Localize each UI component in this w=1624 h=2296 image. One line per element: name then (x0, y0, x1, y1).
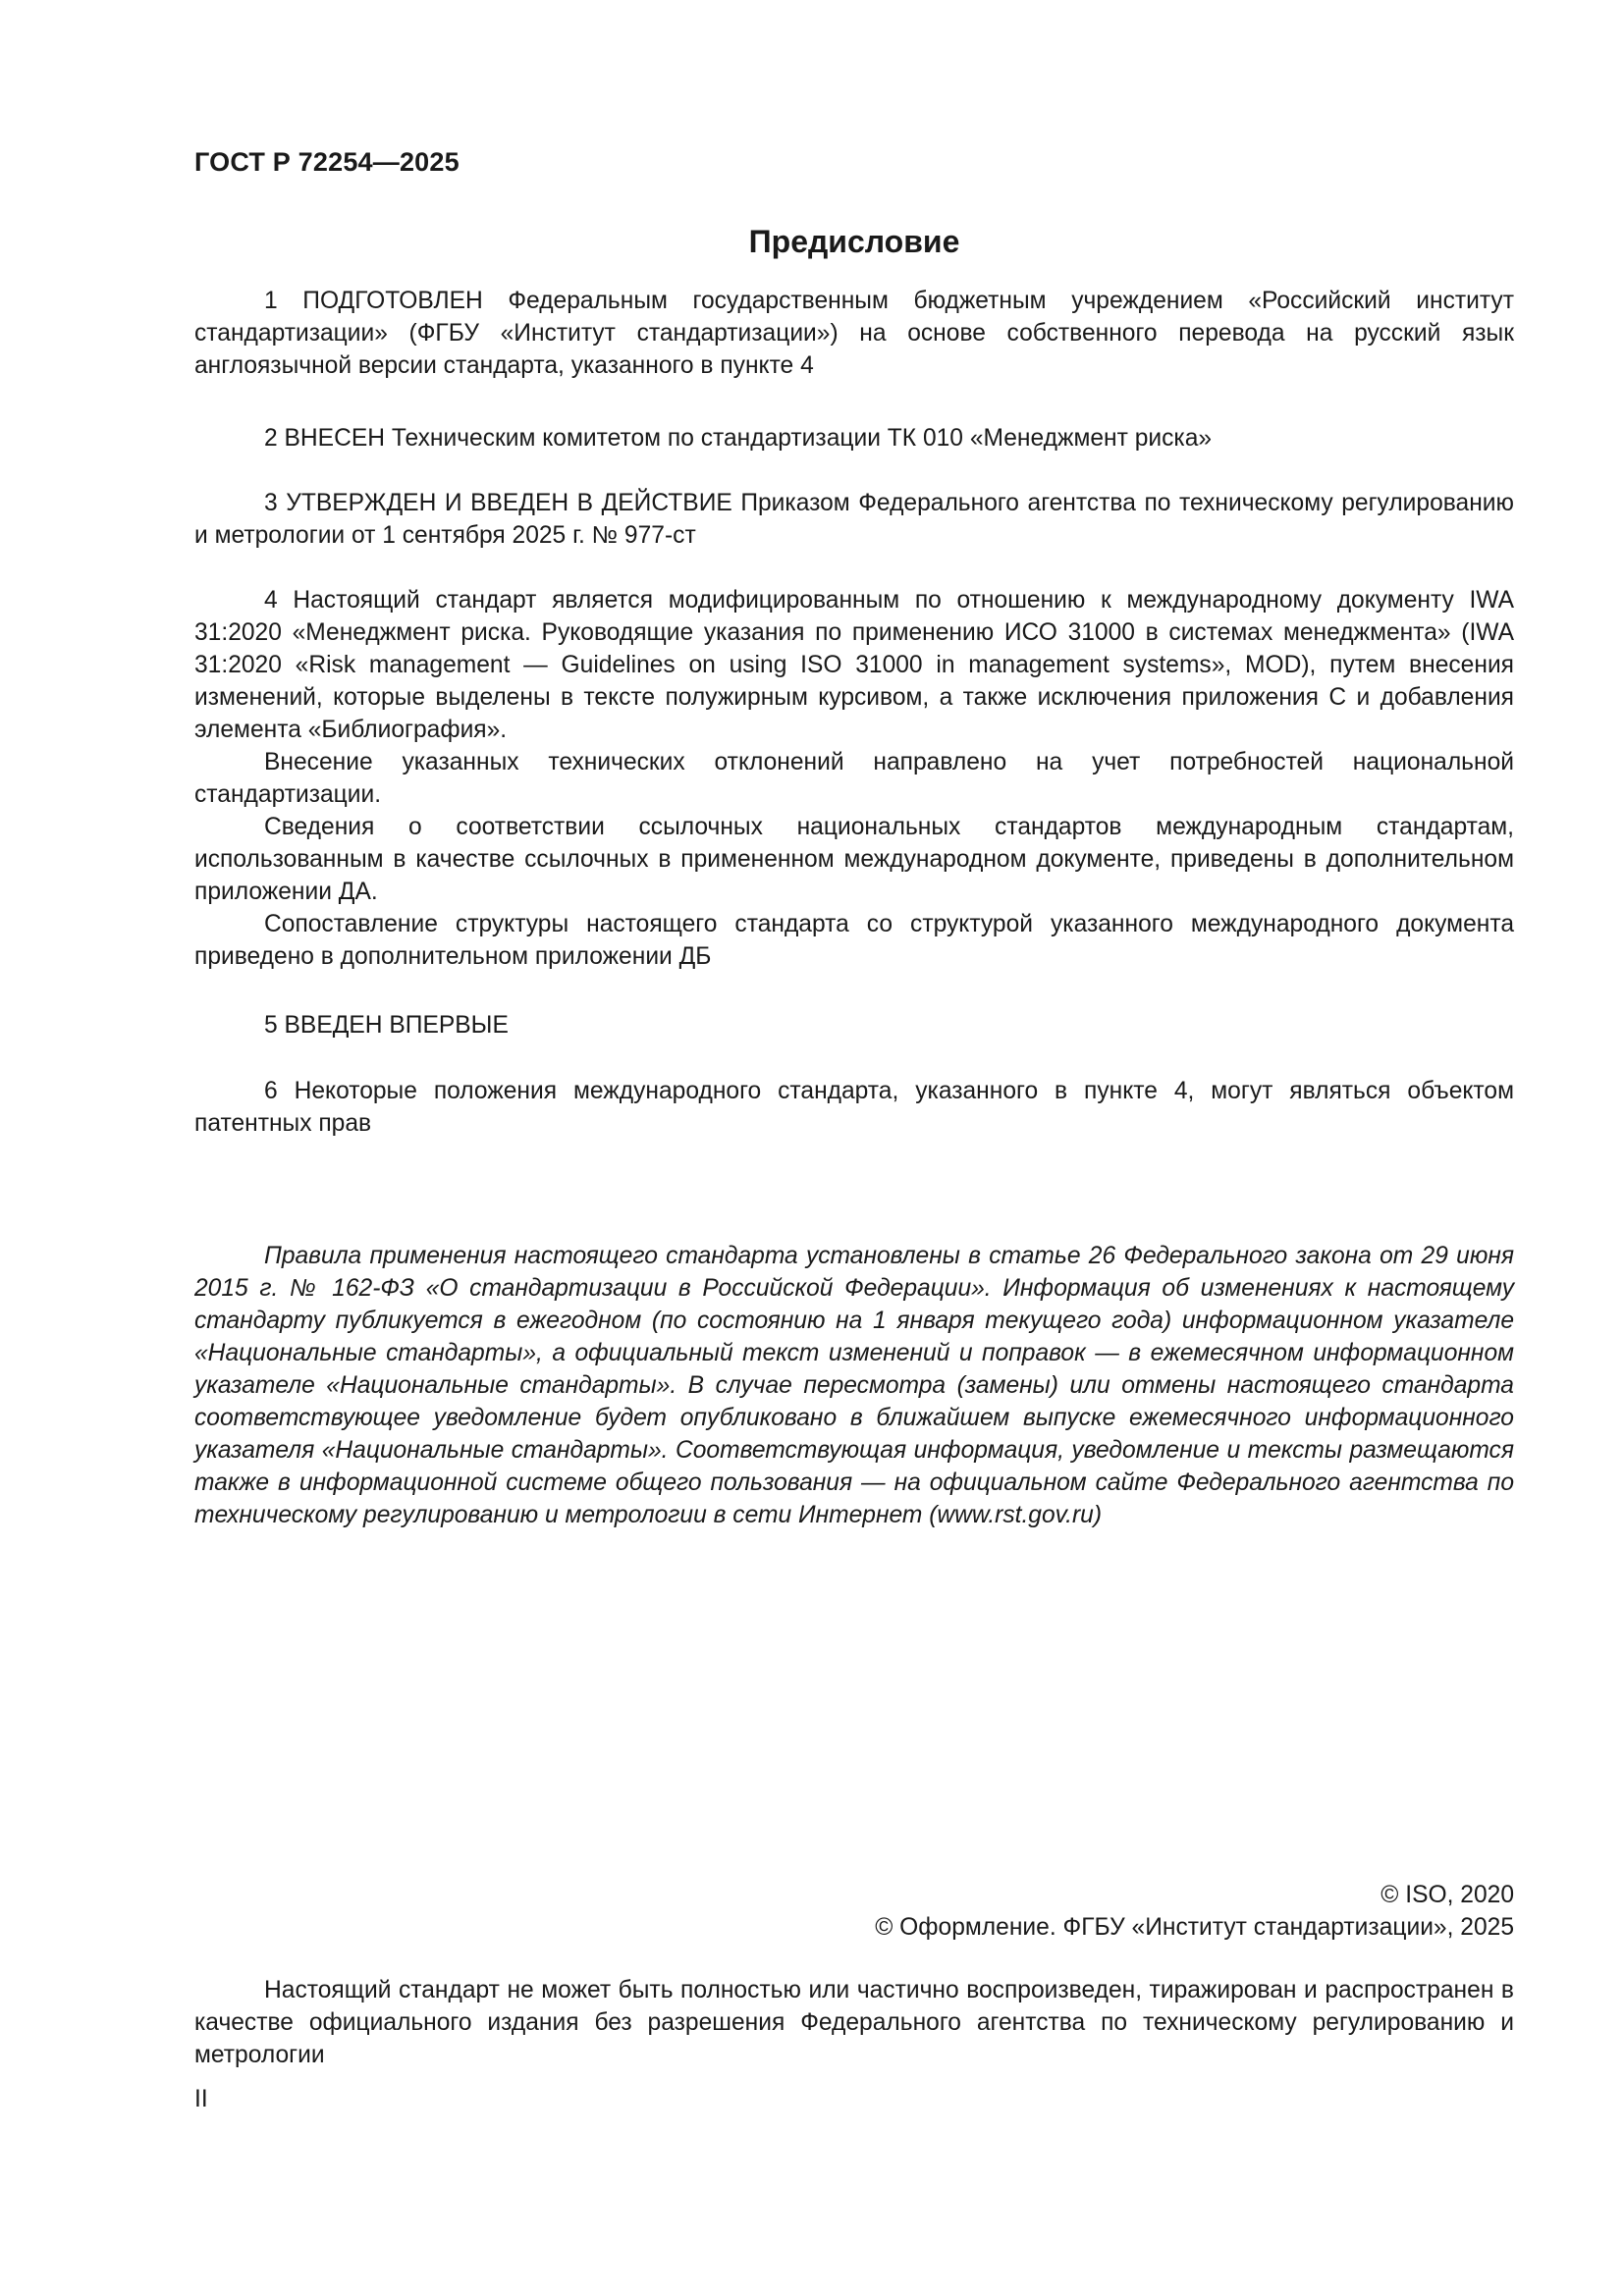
application-rules-notice: Правила применения настоящего стандарта установлены в статье 26 Федерального закона от 29 июня 2015 г. № 162-ФЗ «О стандартизации в Российской Федерации». Информация об изменениях к настоящему стандарту публикуется в ежегодном (по состоянию на 1 января текущего года) информационном указателе «Национальные стандарты», а официальный текст изменений и поправок — в ежемесячном информационном указателе «Национальные стандарты». В случае пересмотра (замены) или отмены настоящего стандарта соответствующее уведомление будет опубликовано в ближайшем выпуске ежемесячного информационного указателя «Национальные стандарты». Соответствующая информация, уведомление и тексты размещаются также в информационной системе общего пользования — на официальном сайте Федерального агентства по техническому регулированию и метрологии в сети Интернет (www.rst.gov.ru) (194, 1243, 1514, 1528)
foreword-item-2 (194, 422, 1514, 454)
copyright-block (875, 1879, 1514, 1944)
foreword-item-3 (194, 487, 1514, 552)
foreword-item-1 (194, 285, 1514, 382)
item-4-text: 4 Настоящий стандарт является модифицированным по отношению к международному документу IWA 31:2020 «Менеджмент риска. Руководящие указания по применению ИСО 31000 в системах менеджмента» (IWA 31:2020 «Risk management — Guidelines on using ISO 31000 in management systems», MOD), путем внесения изменений, которые выделены в тексте полужирным курсивом, а также исключения приложения С и добавления элемента «Библиография». (194, 587, 1514, 743)
reproduction-notice: Настоящий стандарт не может быть полностью или частично воспроизведен, тиражирован и распространен в качестве официального издания без разрешения Федерального агентства по техническому регулированию и метрологии (194, 1977, 1514, 2068)
foreword-item-4 (194, 584, 1514, 973)
page-title: Предисловие (748, 224, 960, 259)
foreword-item-6 (194, 1075, 1514, 1140)
document-designation: ГОСТ Р 72254—2025 (194, 147, 460, 177)
document-page (194, 0, 1514, 2296)
design-copyright: © Оформление. ФГБУ «Институт стандартизации», 2025 (875, 1914, 1514, 1941)
item-4-references-text: Сведения о соответствии ссылочных национальных стандартов международным стандартам, использованным в качестве ссылочных в примененном международном документе, приведены в дополнительном приложении ДА. (194, 814, 1514, 905)
foreword-item-5 (194, 1009, 1514, 1041)
item-3-text: 3 УТВЕРЖДЕН И ВВЕДЕН В ДЕЙСТВИЕ Приказом Федерального агентства по техническому регулированию и метрологии от 1 сентября 2025 г. № 977-ст (194, 490, 1514, 549)
iso-copyright: © ISO, 2020 (1380, 1882, 1514, 1908)
item-4-structure-text: Сопоставление структуры настоящего стандарта со структурой указанного международного документа приведено в дополнительном приложении ДБ (194, 911, 1514, 970)
item-2-text: 2 ВНЕСЕН Техническим комитетом по стандартизации ТК 010 «Менеджмент риска» (264, 425, 1213, 452)
item-5-text: 5 ВВЕДЕН ВПЕРВЫЕ (264, 1012, 509, 1039)
item-1-text: 1 ПОДГОТОВЛЕН Федеральным государственным бюджетным учреждением «Российский институт стандартизации» (ФГБУ «Институт стандартизации») на основе собственного перевода на русский язык англоязычной версии стандарта, указанного в пункте 4 (194, 288, 1514, 379)
item-4-deviation-text: Внесение указанных технических отклонений направлено на учет потребностей национальной стандартизации. (194, 749, 1514, 808)
item-6-text: 6 Некоторые положения международного стандарта, указанного в пункте 4, могут являться объектом патентных прав (194, 1078, 1514, 1137)
page-number: II (194, 2086, 208, 2112)
